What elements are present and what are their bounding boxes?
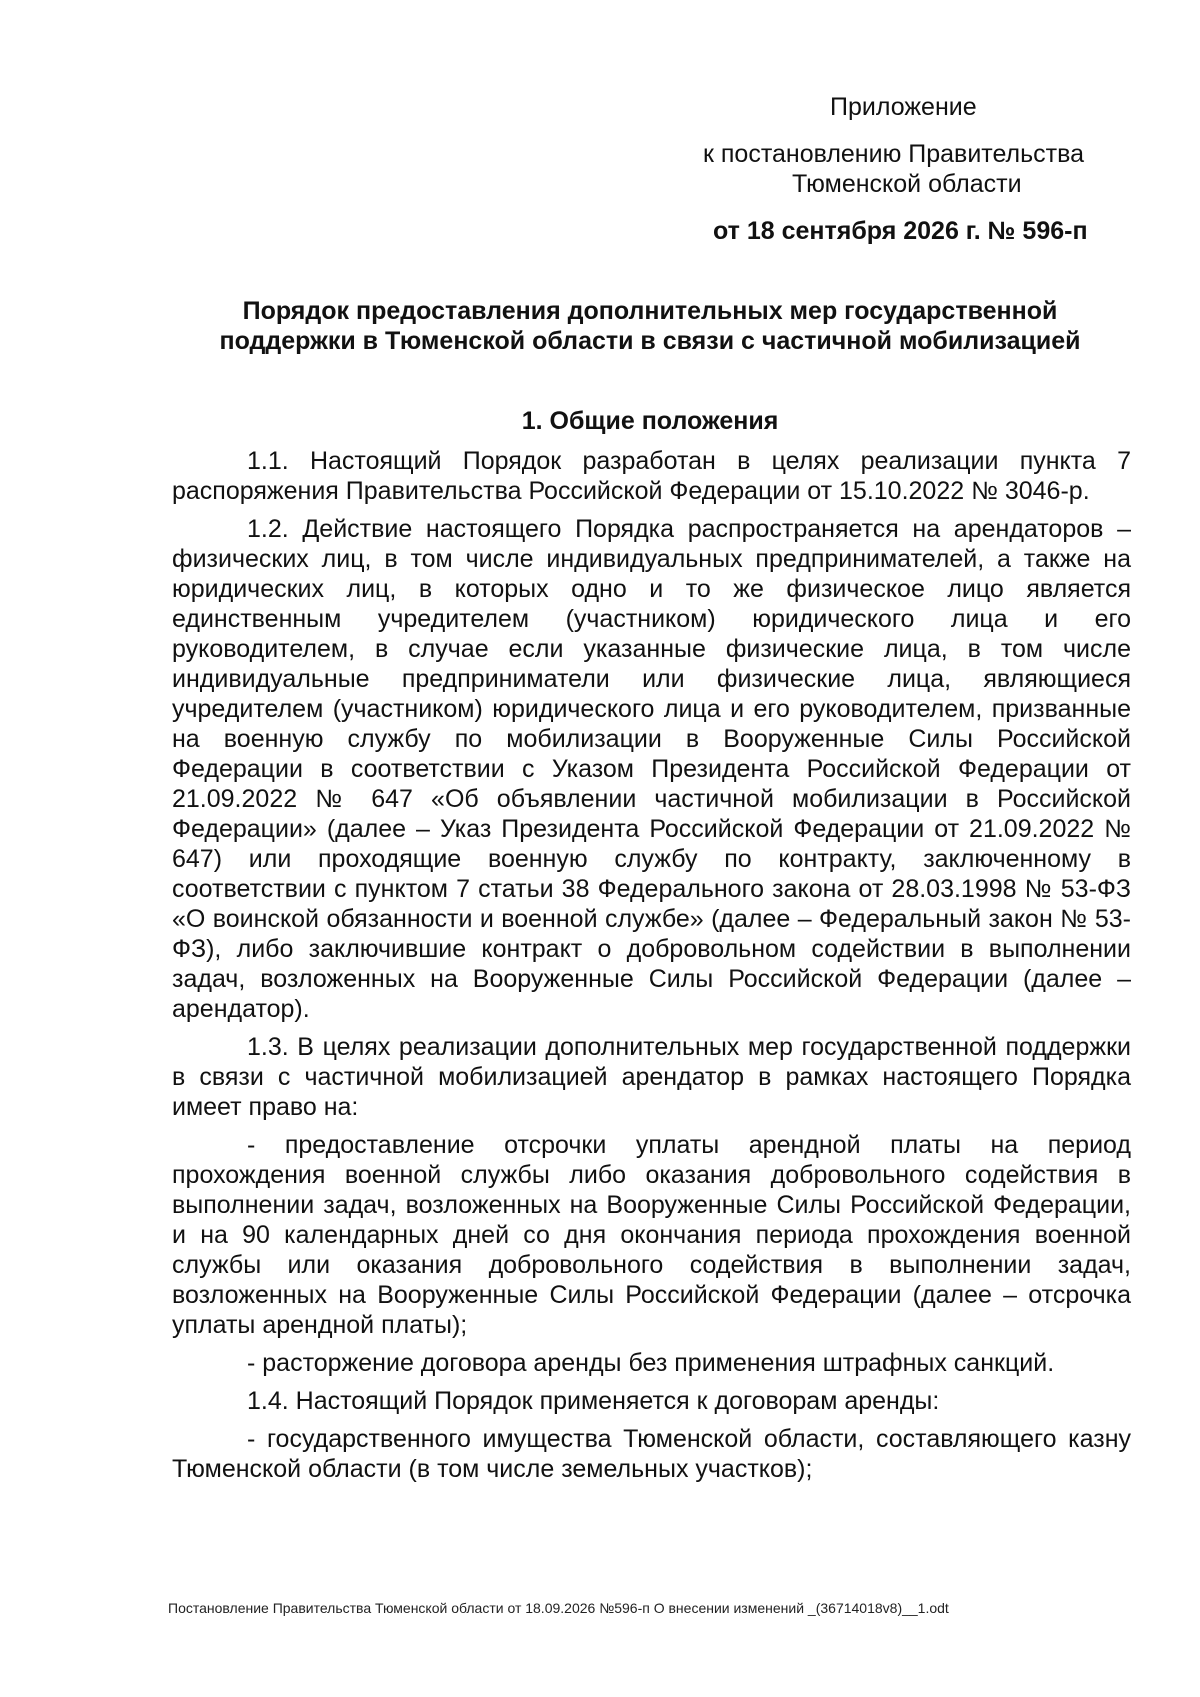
paragraph-1-2: 1.2. Действие настоящего Порядка распространяется на арендаторов – физических лиц, в том числе индивидуальных предпринимателей, а также на юридических лиц, в которых одно и то же физическое лицо является единственным учредителем (участником) юридического лица и его руководителем, в случае если указанные физические лица, в том числе индивидуальные предприниматели или физические лица, являющиеся учредителем (участником) юридического лица и его руководителем, призванные на военную службу по мобилизации в Вооруженные Силы Российской Федерации в соответствии с Указом Президента Российской Федерации от 21.09.2022 № 647 «Об объявлении частичной мобилизации в Российской Федерации» (далее – Указ Президента Российской Федерации от 21.09.2022 № 647) или проходящие военную службу по контракту, заключенному в соответствии с пунктом 7 статьи 38 Федерального закона от 28.03.1998 № 53-ФЗ «О воинской обязанности и военной службе» (далее – Федеральный закон № 53-ФЗ), либо заключившие контракт о добровольном содействии в выполнении задач, возложенных на Вооруженные Силы Российской Федерации (далее – арендатор). [172,515,1131,1023]
document-title-line-2: поддержки в Тюменской области в связи с частичной мобилизацией [219,327,1081,355]
section-heading: 1. Общие положения [521,407,779,435]
list-item-deferral: - предоставление отсрочки уплаты арендной платы на период прохождения военной службы либо оказания добровольного содействия в выполнении задач, возложенных на Вооруженные Силы Российской Федерации, и на 90 календарных дней со дня окончания периода прохождения военной службы или оказания добровольного содействия в выполнении задач, возложенных на Вооруженные Силы Российской Федерации (далее – отсрочка уплаты арендной платы); [172,1131,1131,1339]
body-text [172,446,1131,1484]
paragraph-1-1: 1.1. Настоящий Порядок разработан в целях реализации пункта 7 распоряжения Правительства Российской Федерации от 15.10.2022 № 3046-р. [172,447,1131,505]
paragraph-1-3: 1.3. В целях реализации дополнительных мер государственной поддержки в связи с частичной мобилизацией арендатор в рамках настоящего Порядка имеет право на: [172,1033,1131,1121]
appendix-to-line: к постановлению Правительства [703,140,1085,168]
appendix-region-line: Тюменской области [792,170,1022,198]
appendix-title: Приложение [830,93,977,121]
list-item-termination: - расторжение договора аренды без применения штрафных санкций. [247,1349,1055,1377]
page-footer: Постановление Правительства Тюменской области от 18.09.2026 №596-п О внесении изменений _(36714018v8)__1.odt [168,1600,949,1616]
paragraph-1-4: 1.4. Настоящий Порядок применяется к договорам аренды: [247,1387,940,1415]
document-title [150,296,1150,356]
document-title-line-1: Порядок предоставления дополнительных мер государственной [242,297,1058,325]
list-item-state-property: - государственного имущества Тюменской области, составляющего казну Тюменской области (в том числе земельных участков); [172,1425,1131,1483]
appendix-date-line: от 18 сентября 2026 г. № 596-п [713,217,1088,245]
